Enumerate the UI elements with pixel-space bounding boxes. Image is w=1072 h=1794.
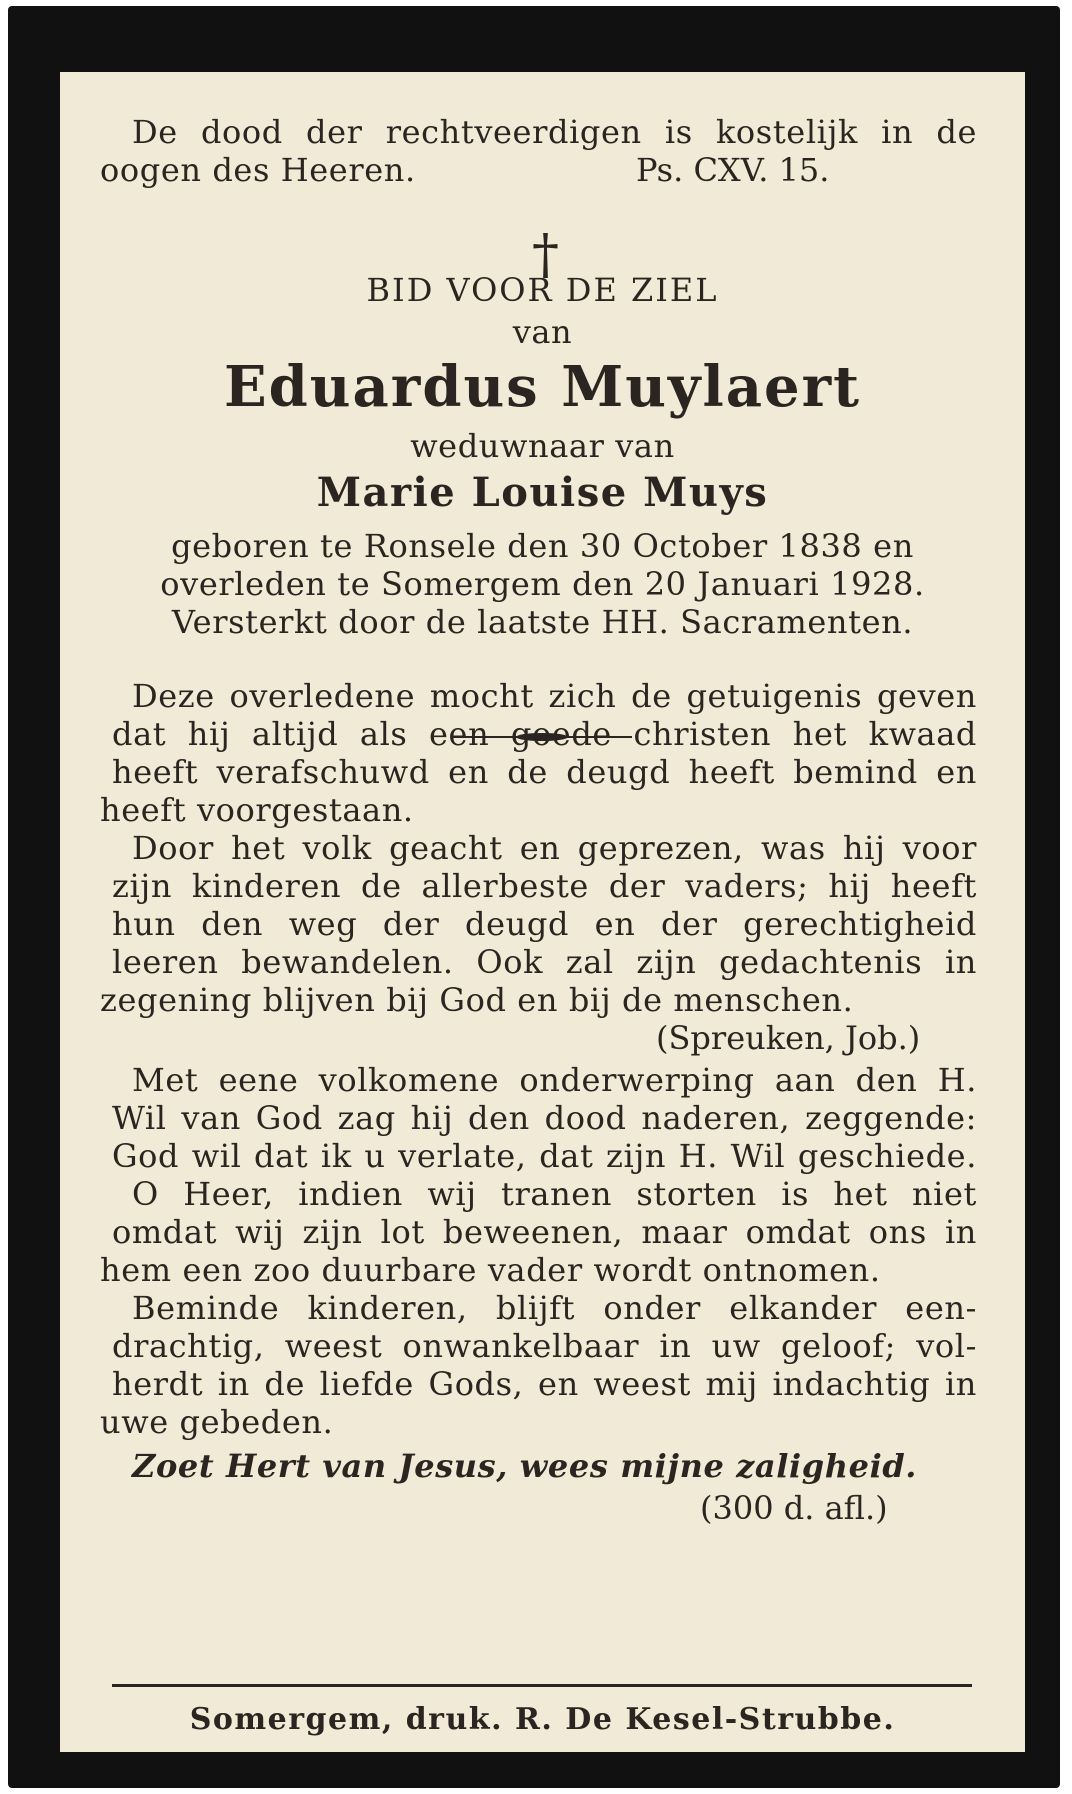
- card-paper: [60, 72, 1025, 1752]
- paragraph-4-line-1: O Heer, indien wij tranen storten is het niet: [132, 1175, 977, 1213]
- paragraph-4-line-3: hem een zoo duurbare vader wordt ontnomen.: [100, 1251, 881, 1289]
- paragraph-1-line-1: Deze overledene mocht zich de getuigenis geven: [132, 677, 977, 715]
- memorial-card: [8, 6, 1060, 1788]
- birth-line: geboren te Ronsele den 30 October 1838 en: [171, 527, 914, 565]
- sacraments-line: Versterkt door de laatste HH. Sacramenten.: [171, 603, 914, 641]
- indulgence-note: (300 d. afl.): [700, 1489, 888, 1527]
- paragraph-2-line-3: hun den weg der deugd en der gerechtigheid: [112, 905, 977, 943]
- paragraph-5-line-1: Beminde kinderen, blijft onder elkander een-: [132, 1289, 977, 1327]
- paragraph-2-line-1: Door het volk geacht en geprezen, was hij voor: [132, 829, 977, 867]
- death-line: overleden te Somergem den 20 Januari 1928.: [160, 565, 925, 603]
- paragraph-2-line-4: leeren bewandelen. Ook zal zijn gedachtenis in: [112, 943, 977, 981]
- paragraph-1-line-4: heeft voorgestaan.: [100, 791, 414, 829]
- cross-icon: †: [532, 223, 559, 286]
- epigraph-line-2: oogen des Heeren.: [100, 151, 416, 189]
- spouse-name: Marie Louise Muys: [316, 469, 769, 516]
- footer-rule: [112, 1684, 972, 1687]
- epigraph-reference: Ps. CXV. 15.: [636, 151, 830, 189]
- relation-label: weduwnaar van: [410, 427, 675, 465]
- paragraph-4-line-2: omdat wij zijn lot beweenen, maar omdat ons in: [112, 1213, 977, 1251]
- paragraph-3-line-1: Met eene volkomene onderwerping aan den H.: [132, 1061, 977, 1099]
- epigraph-line-1: De dood der rechtveerdigen is kostelijk in de: [132, 113, 977, 151]
- paragraph-1-line-3: heeft verafschuwd en de deugd heeft bemind en: [112, 753, 977, 791]
- paragraph-2-line-2: zijn kinderen de allerbeste der vaders; hij heeft: [112, 867, 977, 905]
- paragraph-3-line-2: Wil van God zag hij den dood naderen, zeggende:: [112, 1099, 977, 1137]
- paragraph-5-line-2: drachtig, weest onwankelbaar in uw geloof; vol-: [112, 1327, 977, 1365]
- deceased-name: Eduardus Muylaert: [223, 354, 862, 420]
- paragraph-2-source: (Spreuken, Job.): [656, 1019, 921, 1057]
- paragraph-2-line-5: zegening blijven bij God en bij de menschen.: [100, 981, 854, 1019]
- prayer-invocation: Zoet Hert van Jesus, wees mijne zaligheid.: [132, 1447, 918, 1485]
- paragraph-3-line-3: God wil dat ik u verlate, dat zijn H. Wil geschiede.: [112, 1137, 977, 1175]
- heading: BID VOOR DE ZIEL: [366, 271, 719, 309]
- van-label: van: [512, 313, 573, 351]
- paragraph-5-line-4: uwe gebeden.: [100, 1403, 334, 1441]
- printer-imprint: Somergem, druk. R. De Kesel-Strubbe.: [189, 1702, 896, 1737]
- paragraph-1-line-2: dat hij altijd als een goede christen het kwaad: [112, 715, 977, 753]
- paragraph-5-line-3: herdt in de liefde Gods, en weest mij indachtig in: [112, 1365, 977, 1403]
